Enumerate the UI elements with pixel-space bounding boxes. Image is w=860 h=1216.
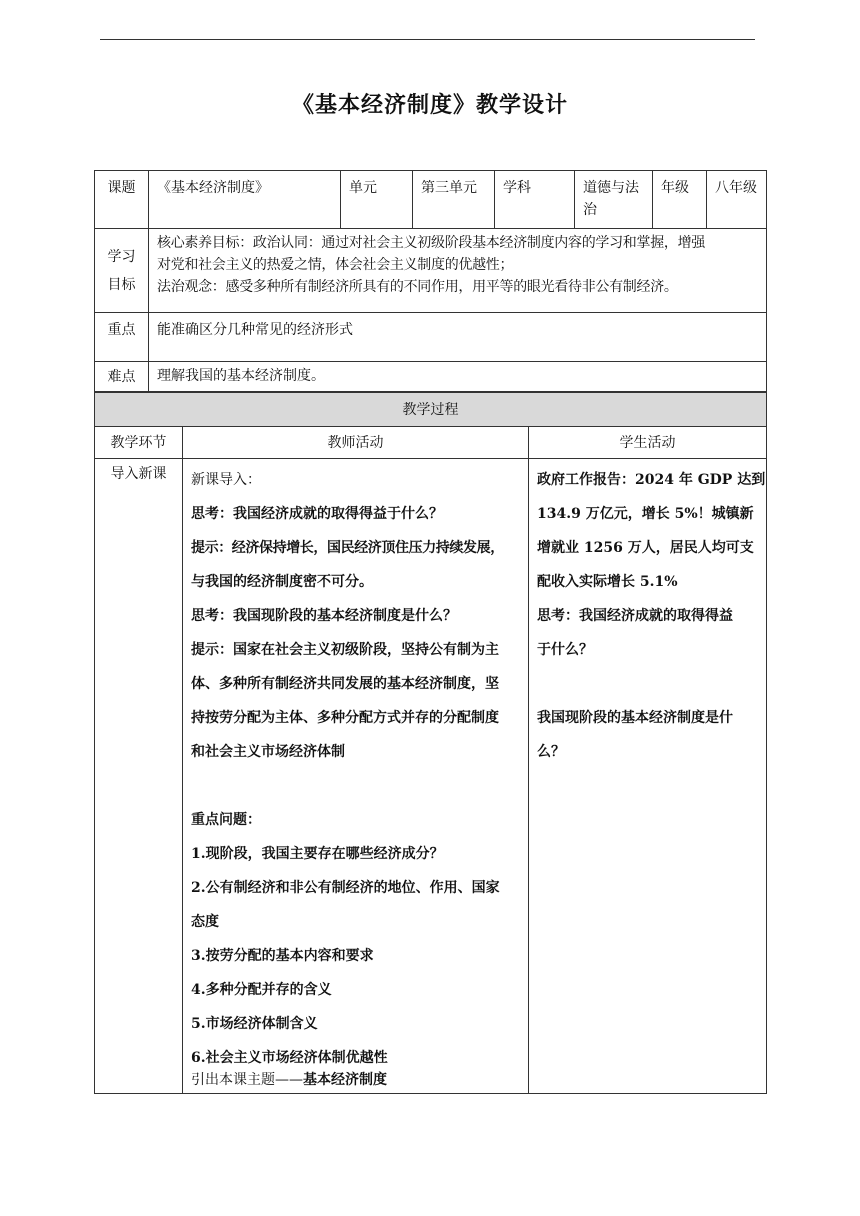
teacher-line bbox=[191, 1069, 524, 1093]
goals-content bbox=[149, 229, 767, 313]
teacher-line: 和社会主义市场经济体制 bbox=[191, 744, 345, 760]
grade-label: 年级 bbox=[653, 171, 707, 229]
teacher-line: 思考：我国现阶段的基本经济制度是什么？ bbox=[191, 608, 457, 624]
student-activity-cell bbox=[529, 459, 767, 1094]
teaching-process-table bbox=[94, 392, 767, 1094]
stage-cell: 导入新课 bbox=[95, 459, 183, 1094]
blank-line bbox=[537, 667, 760, 701]
goals-line: 对党和社会主义的热爱之情，体会社会主义制度的优越性； bbox=[157, 257, 514, 273]
course-info-table bbox=[94, 170, 767, 392]
teacher-line: 4.多种分配并存的含义 bbox=[191, 982, 332, 998]
topic-value: 《基本经济制度》 bbox=[149, 171, 341, 229]
teacher-line: 持按劳分配为主体、多种分配方式并存的分配制度 bbox=[191, 710, 499, 726]
subject-value-line2: 治 bbox=[583, 202, 597, 218]
teacher-line: 6.社会主义市场经济体制优越性 bbox=[191, 1050, 388, 1066]
subject-label: 学科 bbox=[495, 171, 575, 229]
header-rule bbox=[100, 39, 755, 40]
key-point-value: 能准确区分几种常见的经济形式 bbox=[149, 313, 767, 362]
student-line: 我国现阶段的基本经济制度是什 bbox=[537, 710, 733, 726]
difficulty-value: 理解我国的基本经济制度。 bbox=[149, 362, 767, 392]
unit-label: 单元 bbox=[341, 171, 413, 229]
topic-intro-text: 引出本课主题—— bbox=[191, 1072, 303, 1088]
student-line: 增就业 1256 万人，居民人均可支 bbox=[537, 540, 754, 556]
process-header: 教学过程 bbox=[95, 393, 767, 427]
teacher-line: 新课导入： bbox=[191, 472, 261, 488]
column-header-stage: 教学环节 bbox=[95, 427, 183, 459]
document-title: 《基本经济制度》教学设计 bbox=[291, 92, 568, 118]
key-point-label: 重点 bbox=[95, 313, 149, 362]
teacher-line: 1.现阶段，我国主要存在哪些经济成分？ bbox=[191, 846, 444, 862]
teacher-line: 重点问题： bbox=[191, 812, 261, 828]
student-line: 思考：我国经济成就的取得得益 bbox=[537, 608, 733, 624]
topic-label: 课题 bbox=[95, 171, 149, 229]
student-line: 134.9 万亿元，增长 5%！城镇新 bbox=[537, 506, 754, 522]
goals-label-line1: 学习 bbox=[107, 248, 136, 265]
goals-line: 法治观念：感受多种所有制经济所具有的不同作用，用平等的眼光看待非公有制经济。 bbox=[157, 279, 678, 295]
subject-value-line1: 道德与法 bbox=[583, 180, 639, 196]
teacher-line: 5.市场经济体制含义 bbox=[191, 1016, 318, 1032]
difficulty-label: 难点 bbox=[95, 362, 149, 392]
student-line: 政府工作报告：2024 年 GDP 达到 bbox=[537, 472, 766, 488]
teacher-line: 提示：经济保持增长，国民经济顶住压力持续发展， bbox=[191, 540, 504, 556]
grade-value: 八年级 bbox=[707, 171, 767, 229]
teacher-line: 提示：国家在社会主义初级阶段，坚持公有制为主 bbox=[191, 642, 499, 658]
goals-label bbox=[95, 229, 149, 313]
teacher-line: 3.按劳分配的基本内容和要求 bbox=[191, 948, 374, 964]
teacher-line: 与我国的经济制度密不可分。 bbox=[191, 574, 373, 590]
teacher-activity-cell bbox=[183, 459, 529, 1094]
column-header-student: 学生活动 bbox=[529, 427, 767, 459]
unit-value: 第三单元 bbox=[413, 171, 495, 229]
teacher-line: 思考：我国经济成就的取得得益于什么？ bbox=[191, 506, 443, 522]
teacher-line: 体、多种所有制经济共同发展的基本经济制度，坚 bbox=[191, 676, 499, 692]
student-line: 么？ bbox=[537, 744, 565, 760]
topic-name: 基本经济制度 bbox=[303, 1072, 387, 1088]
student-line: 于什么？ bbox=[537, 642, 593, 658]
goals-label-line2: 目标 bbox=[107, 276, 136, 293]
student-line: 配收入实际增长 5.1% bbox=[537, 574, 678, 590]
column-header-teacher: 教师活动 bbox=[183, 427, 529, 459]
subject-value bbox=[575, 171, 653, 229]
blank-line bbox=[191, 769, 524, 803]
teacher-line: 2.公有制经济和非公有制经济的地位、作用、国家 bbox=[191, 880, 500, 896]
goals-line: 核心素养目标：政治认同：通过对社会主义初级阶段基本经济制度内容的学习和掌握，增强 bbox=[157, 235, 705, 251]
teacher-line: 态度 bbox=[191, 914, 219, 930]
